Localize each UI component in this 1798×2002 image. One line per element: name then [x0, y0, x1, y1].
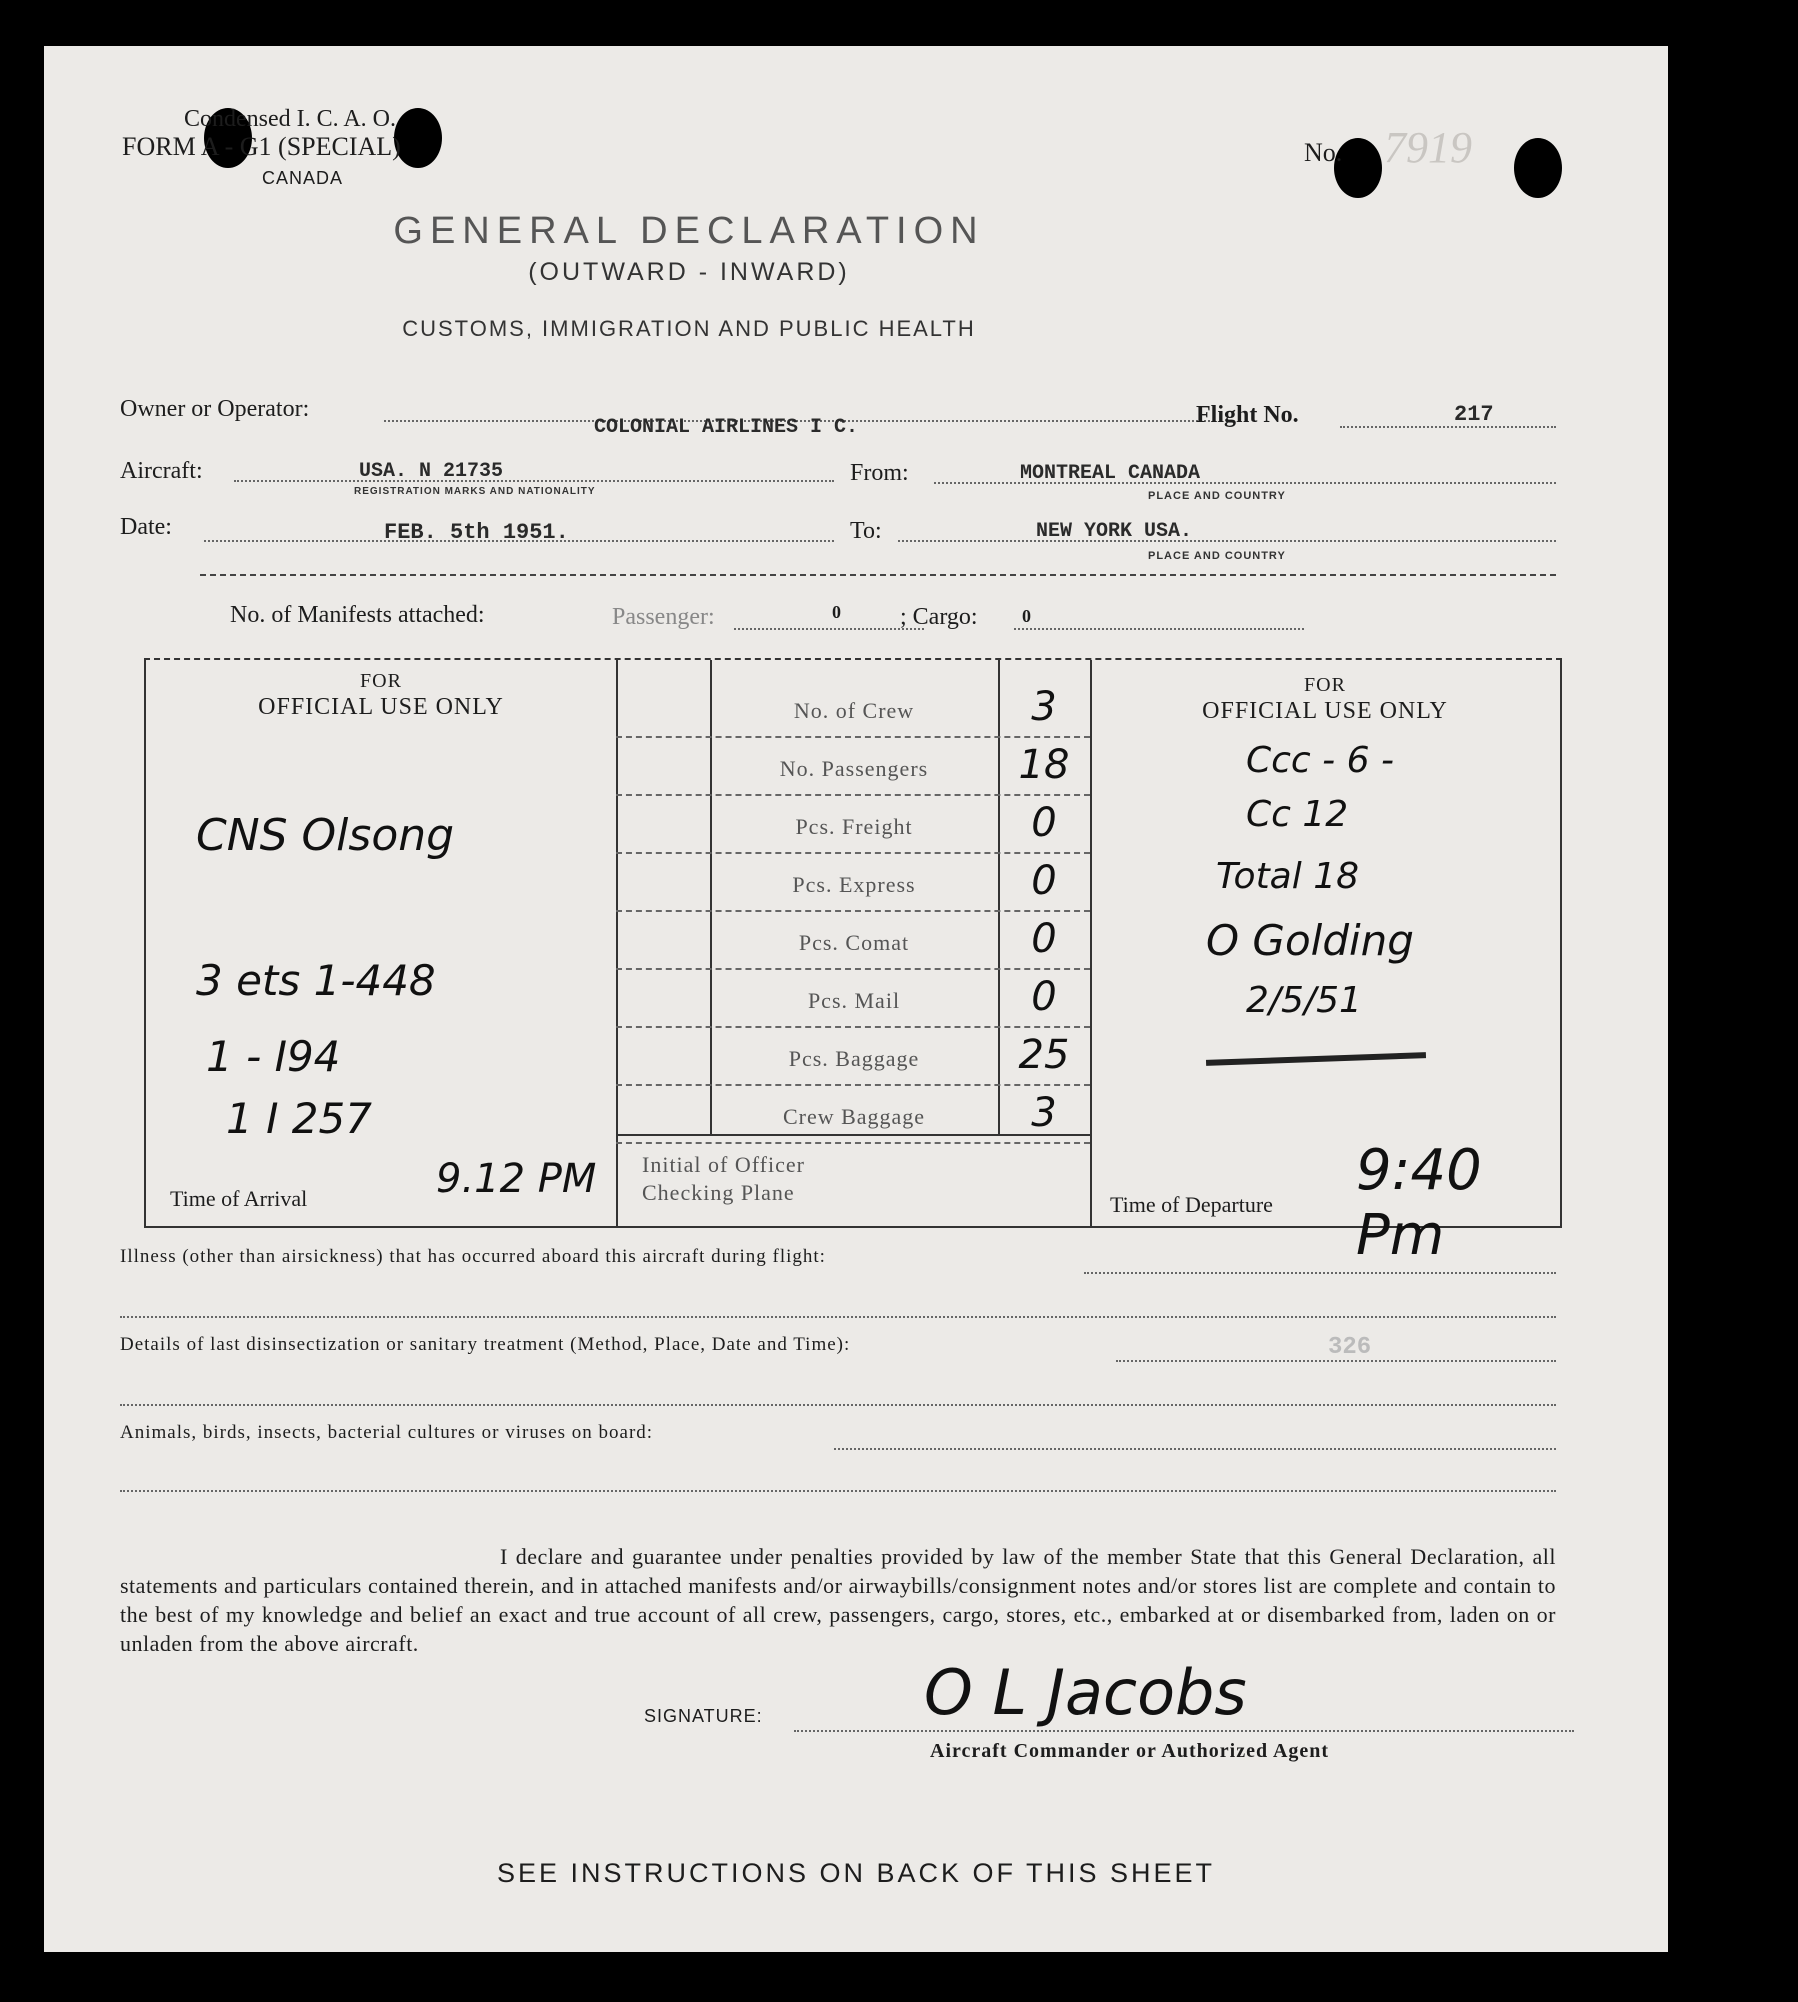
cargo-label: ; Cargo:	[900, 604, 978, 630]
crew-row-value[interactable]: 18	[1018, 742, 1070, 788]
declaration-sheet	[44, 46, 1668, 1952]
left-header: OFFICIAL USE ONLY	[258, 694, 504, 720]
from-caption: PLACE AND COUNTRY	[1148, 490, 1286, 502]
departure-label: Time of Departure	[1110, 1192, 1273, 1217]
footer-note: SEE INSTRUCTIONS ON BACK OF THIS SHEET	[496, 1858, 1216, 1888]
left-note-4: 1 I 257	[226, 1094, 372, 1143]
crew-row-value[interactable]: 3	[1031, 1090, 1057, 1136]
right-note-3: Total 18	[1216, 856, 1359, 897]
left-header-for: FOR	[360, 670, 402, 692]
disinsect-dots-2	[120, 1404, 1556, 1406]
date-value[interactable]: FEB. 5th 1951.	[384, 520, 569, 545]
crew-row-rule	[616, 1142, 1090, 1144]
form-number-label: No.	[1304, 138, 1343, 167]
illness-dots-2	[120, 1316, 1556, 1318]
header-divider	[200, 574, 1556, 576]
crew-row-label: Crew Baggage	[782, 1104, 926, 1129]
crew-row-rule	[616, 1026, 1090, 1028]
crew-row-value[interactable]: 0	[1031, 800, 1057, 846]
signature-label: SIGNATURE:	[644, 1706, 763, 1726]
aircraft-caption: REGISTRATION MARKS AND NATIONALITY	[354, 486, 596, 497]
date-label: Date:	[120, 514, 172, 540]
left-note-2: 3 ets 1-448	[196, 956, 436, 1005]
crew-row-label: Pcs. Comat	[798, 930, 910, 955]
table-divider	[1090, 660, 1092, 1226]
owner-label: Owner or Operator:	[120, 396, 310, 422]
aircraft-value[interactable]: USA. N 21735	[359, 460, 504, 483]
flight-value[interactable]: 217	[1454, 402, 1494, 427]
to-caption: PLACE AND COUNTRY	[1148, 550, 1286, 562]
form-code-line2: FORM A - G1 (SPECIAL)	[122, 132, 401, 161]
passenger-label: Passenger:	[612, 604, 715, 630]
right-header: OFFICIAL USE ONLY	[1202, 698, 1448, 724]
flight-dots	[1340, 426, 1556, 428]
punch-hole	[394, 108, 442, 168]
to-label: To:	[850, 518, 882, 544]
to-dots	[898, 540, 1556, 542]
disinsect-value[interactable]: 326	[1328, 1334, 1372, 1361]
officer-label-1: Initial of Officer	[642, 1152, 805, 1177]
cargo-value[interactable]: 0	[1022, 606, 1031, 626]
aircraft-label: Aircraft:	[120, 458, 203, 484]
left-note-1: CNS Olsong	[196, 810, 455, 861]
declaration-text: I declare and guarantee under penalties provided by law of the member State that this General Declaration, all statements and particulars contained therein, and in attached manifests and/or airwaybills/consignment notes and/or stores list are complete and contain to the best of my knowledge and belief an exact and true account of all crew, passengers, cargo, stores, etc., embarked at or disembarked from, laden on or unladen from the above aircraft.	[120, 1544, 1556, 1656]
animals-dots-2	[120, 1490, 1556, 1492]
page-subheading: CUSTOMS, IMMIGRATION AND PUBLIC HEALTH	[402, 316, 976, 341]
cargo-dots	[1014, 628, 1304, 630]
form-number-value: 7919	[1384, 123, 1472, 172]
signature-value[interactable]: O L Jacobs	[924, 1656, 1247, 1729]
signature-caption: Aircraft Commander or Authorized Agent	[930, 1740, 1330, 1762]
struck-note	[1206, 1052, 1426, 1066]
crew-row-label: Pcs. Freight	[795, 814, 913, 839]
owner-value[interactable]: COLONIAL AIRLINES I C.	[594, 416, 859, 439]
officer-label-2: Checking Plane	[642, 1180, 795, 1205]
page-subtitle: (OUTWARD - INWARD)	[528, 258, 850, 286]
crew-row-label: No. Passengers	[779, 756, 929, 781]
aircraft-dots	[234, 480, 834, 482]
right-header-for: FOR	[1304, 674, 1346, 696]
departure-value[interactable]: 9:40 Pm	[1356, 1138, 1482, 1268]
from-label: From:	[850, 460, 909, 486]
animals-dots	[834, 1448, 1556, 1450]
crew-row-value[interactable]: 25	[1018, 1032, 1070, 1078]
flight-label: Flight No.	[1196, 402, 1299, 428]
to-value[interactable]: NEW YORK USA.	[1036, 520, 1193, 543]
crew-row-rule	[616, 968, 1090, 970]
animals-label: Animals, birds, insects, bacterial cultures or viruses on board:	[120, 1422, 654, 1443]
arrival-value[interactable]: 9.12 PM	[436, 1156, 597, 1202]
crew-row-label: Pcs. Mail	[807, 988, 901, 1013]
form-code-line1: Condensed I. C. A. O.	[184, 106, 396, 132]
crew-row-label: No. of Crew	[793, 698, 915, 723]
crew-row-rule	[616, 1084, 1090, 1086]
right-note-4: O Golding	[1206, 916, 1414, 965]
form-code-line3: CANADA	[262, 168, 344, 188]
passenger-dots	[734, 628, 924, 630]
punch-hole	[1514, 138, 1562, 198]
crew-row-rule	[616, 852, 1090, 854]
crew-row-rule	[616, 910, 1090, 912]
crew-row-value[interactable]: 3	[1031, 684, 1057, 730]
crew-row-label: Pcs. Express	[792, 872, 916, 897]
disinsect-label: Details of last disinsectization or sanitary treatment (Method, Place, Date and Time):	[120, 1334, 851, 1355]
passenger-value[interactable]: 0	[832, 602, 841, 622]
crew-row-value[interactable]: 0	[1031, 858, 1057, 904]
crew-row-value[interactable]: 0	[1031, 916, 1057, 962]
left-note-3: 1 - I94	[206, 1032, 341, 1081]
crew-row-label: Pcs. Baggage	[788, 1046, 920, 1071]
page-title: GENERAL DECLARATION	[393, 210, 985, 252]
right-note-1: Ccc - 6 -	[1246, 740, 1394, 781]
right-note-5: 2/5/51	[1246, 980, 1362, 1021]
crew-row-rule	[616, 794, 1090, 796]
crew-row-value[interactable]: 0	[1031, 974, 1057, 1020]
crew-row-rule	[616, 736, 1090, 738]
manifests-label: No. of Manifests attached:	[230, 602, 485, 628]
from-value[interactable]: MONTREAL CANADA	[1020, 462, 1201, 485]
illness-label: Illness (other than airsickness) that has occurred aboard this aircraft during flight:	[120, 1246, 826, 1267]
illness-dots	[1084, 1272, 1556, 1274]
arrival-label: Time of Arrival	[170, 1186, 308, 1211]
signature-dots	[794, 1730, 1574, 1732]
right-note-2: Cc 12	[1246, 794, 1349, 835]
